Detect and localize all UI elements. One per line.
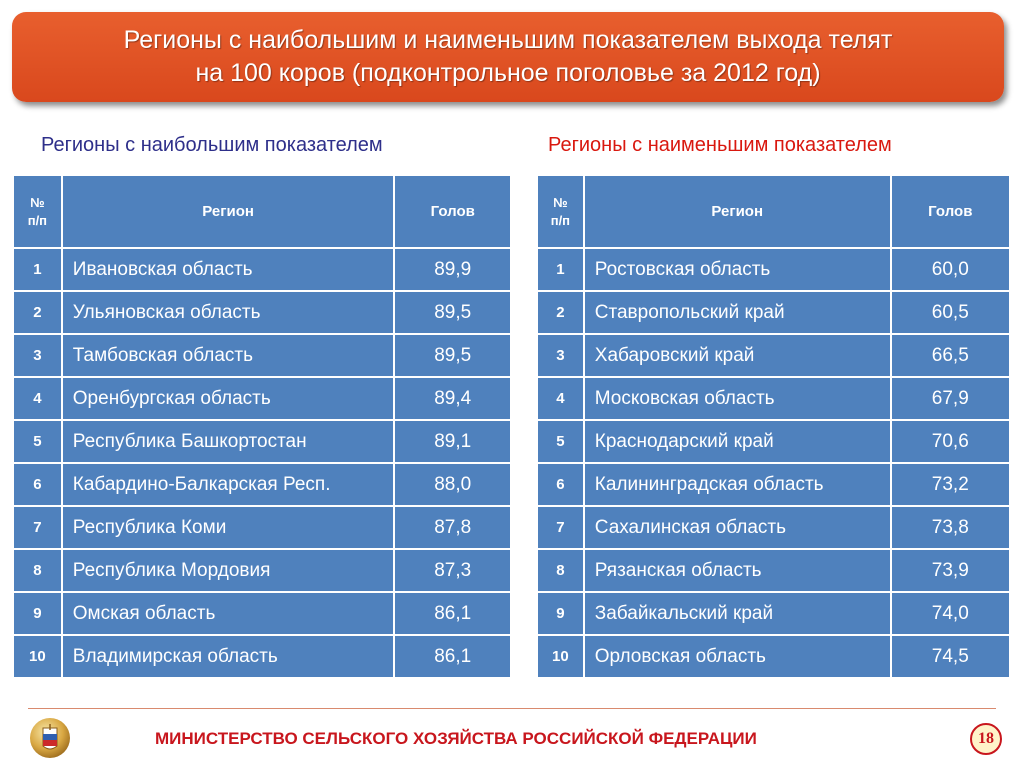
row-value: 73,8 — [891, 506, 1010, 549]
right-section-heading: Регионы с наименьшим показателем — [548, 134, 892, 156]
row-num: 2 — [537, 291, 584, 334]
left-section-heading: Регионы с наибольшим показателем — [41, 134, 383, 156]
table-row — [13, 463, 511, 506]
row-num: 7 — [537, 506, 584, 549]
row-num: 1 — [13, 248, 62, 291]
row-region: Краснодарский край — [584, 420, 891, 463]
row-region: Орловская область — [584, 635, 891, 678]
table-row — [537, 592, 1010, 635]
row-region: Ставропольский край — [584, 291, 891, 334]
table-row — [537, 334, 1010, 377]
table-row — [537, 291, 1010, 334]
row-num: 10 — [537, 635, 584, 678]
row-num: 8 — [537, 549, 584, 592]
title-line-1: Регионы с наибольшим и наименьшим показателем выхода телят — [123, 26, 893, 54]
table-header-row — [13, 175, 511, 248]
row-value: 89,5 — [394, 291, 511, 334]
table-row — [537, 248, 1010, 291]
highest-regions-table — [12, 174, 512, 679]
row-value: 86,1 — [394, 592, 511, 635]
table-row — [13, 420, 511, 463]
table-header-row — [537, 175, 1010, 248]
table-row — [13, 334, 511, 377]
row-region: Забайкальский край — [584, 592, 891, 635]
row-value: 67,9 — [891, 377, 1010, 420]
table-row — [537, 635, 1010, 678]
row-region: Республика Мордовия — [62, 549, 395, 592]
column-header-value: Голов — [891, 175, 1010, 248]
row-value: 73,9 — [891, 549, 1010, 592]
row-value: 89,1 — [394, 420, 511, 463]
row-num: 6 — [13, 463, 62, 506]
title-banner — [12, 12, 1004, 102]
row-region: Ростовская область — [584, 248, 891, 291]
wheat-emblem-icon — [28, 716, 72, 760]
table-row — [537, 506, 1010, 549]
title-line-2: на 100 коров (подконтрольное поголовье за 2012 год) — [195, 59, 821, 87]
row-num: 3 — [537, 334, 584, 377]
row-value: 87,8 — [394, 506, 511, 549]
row-value: 86,1 — [394, 635, 511, 678]
row-value: 87,3 — [394, 549, 511, 592]
column-header-num: № п/п — [537, 175, 584, 248]
row-value: 74,5 — [891, 635, 1010, 678]
table-row — [537, 420, 1010, 463]
column-header-region: Регион — [62, 175, 395, 248]
row-region: Владимирская область — [62, 635, 395, 678]
lowest-regions-table — [536, 174, 1011, 679]
column-header-value: Голов — [394, 175, 511, 248]
table-row — [13, 549, 511, 592]
table-row — [537, 549, 1010, 592]
row-value: 88,0 — [394, 463, 511, 506]
footer-divider — [28, 708, 996, 709]
row-num: 8 — [13, 549, 62, 592]
row-value: 89,4 — [394, 377, 511, 420]
row-num: 9 — [537, 592, 584, 635]
table-row — [13, 248, 511, 291]
row-value: 66,5 — [891, 334, 1010, 377]
row-region: Калининградская область — [584, 463, 891, 506]
column-header-num: № п/п — [13, 175, 62, 248]
page-number-badge: 18 — [970, 723, 1002, 755]
ministry-footer-text: МИНИСТЕРСТВО СЕЛЬСКОГО ХОЗЯЙСТВА РОССИЙСКОЙ ФЕДЕРАЦИИ — [155, 729, 757, 748]
row-num: 10 — [13, 635, 62, 678]
row-num: 5 — [13, 420, 62, 463]
row-region: Хабаровский край — [584, 334, 891, 377]
row-num: 6 — [537, 463, 584, 506]
row-value: 89,5 — [394, 334, 511, 377]
row-num: 1 — [537, 248, 584, 291]
row-value: 60,0 — [891, 248, 1010, 291]
row-region: Оренбургская область — [62, 377, 395, 420]
row-num: 7 — [13, 506, 62, 549]
row-value: 60,5 — [891, 291, 1010, 334]
row-num: 4 — [537, 377, 584, 420]
row-value: 74,0 — [891, 592, 1010, 635]
row-region: Рязанская область — [584, 549, 891, 592]
row-region: Ивановская область — [62, 248, 395, 291]
table-row — [13, 377, 511, 420]
row-num: 2 — [13, 291, 62, 334]
row-value: 89,9 — [394, 248, 511, 291]
column-header-region: Регион — [584, 175, 891, 248]
row-region: Республика Башкортостан — [62, 420, 395, 463]
row-num: 4 — [13, 377, 62, 420]
table-row — [13, 592, 511, 635]
row-num: 9 — [13, 592, 62, 635]
table-row — [13, 635, 511, 678]
row-region: Республика Коми — [62, 506, 395, 549]
table-row — [537, 463, 1010, 506]
table-row — [537, 377, 1010, 420]
table-row — [13, 506, 511, 549]
row-num: 3 — [13, 334, 62, 377]
row-region: Омская область — [62, 592, 395, 635]
row-region: Ульяновская область — [62, 291, 395, 334]
row-num: 5 — [537, 420, 584, 463]
row-region: Сахалинская область — [584, 506, 891, 549]
row-region: Кабардино-Балкарская Респ. — [62, 463, 395, 506]
table-row — [13, 291, 511, 334]
row-value: 70,6 — [891, 420, 1010, 463]
row-value: 73,2 — [891, 463, 1010, 506]
row-region: Тамбовская область — [62, 334, 395, 377]
row-region: Московская область — [584, 377, 891, 420]
